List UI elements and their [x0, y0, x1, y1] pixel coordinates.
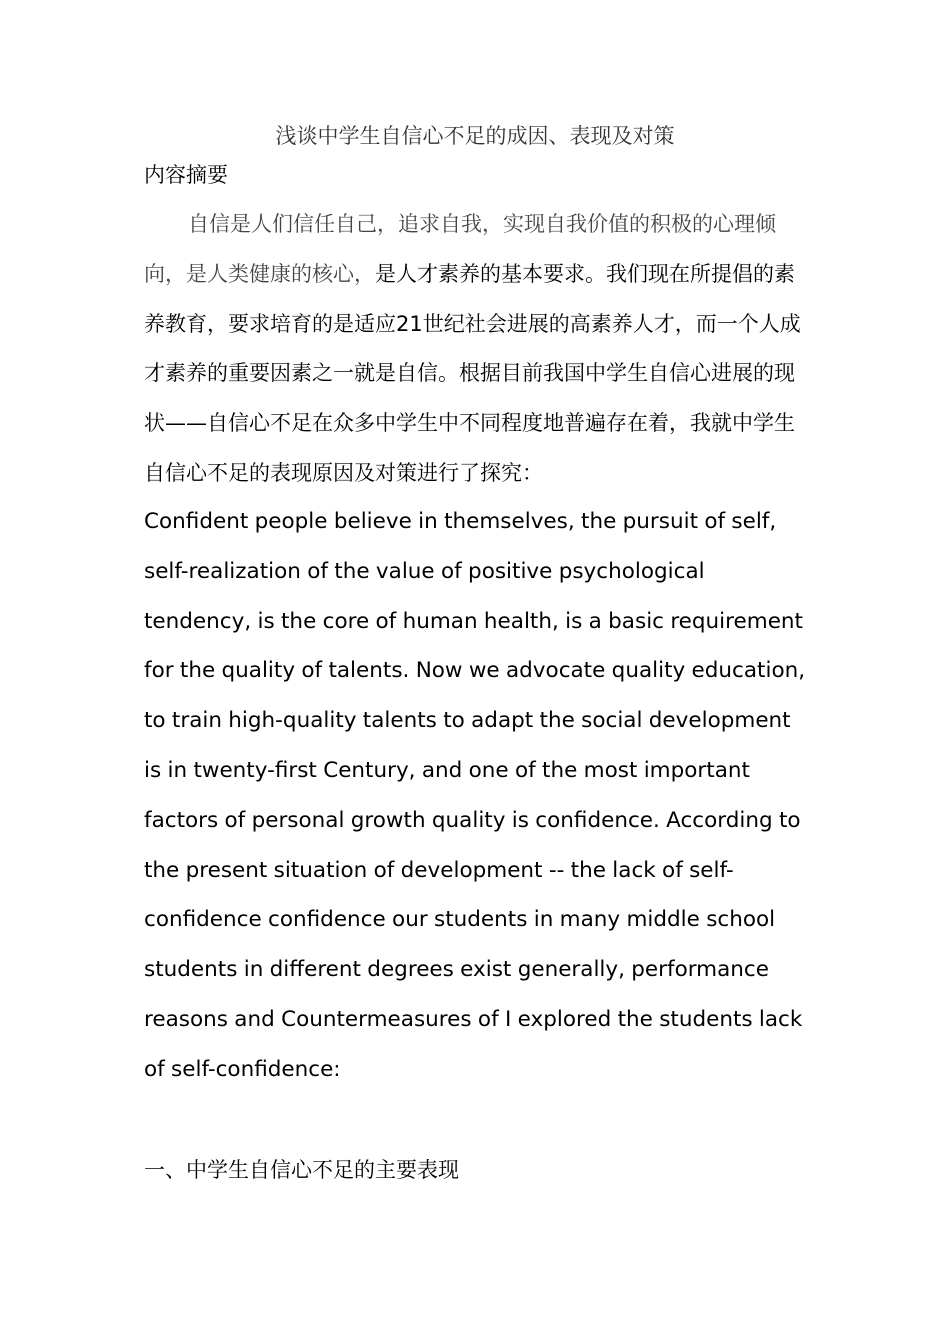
- abstract-chinese-part2: 是人才素养的基本要求。我们现在所提倡的素养教育，要求培育的是适应21世纪社会进展的高素养人才，而一个人成才素养的重要因素之一就是自信。根据目前我国中学生自信心进展的现状——自信心不足在众多中学生中不同程度地普遍存在着，我就中学生自信心不足的表现原因及对策进行了探究：: [144, 261, 801, 485]
- section-1-heading: 一、中学生自信心不足的主要表现: [144, 1158, 459, 1182]
- abstract-english-paragraph: Confident people believe in themselves, the pursuit of self, self-realization of the value of positive psychological tendency, is the core of human health, is a basic requirement for the quality of talents. Now we advocate quality education, to train high-quality talents to adapt the social development is in twenty-first Century, and one of the most important factors of personal growth quality is confidence. According to the present situation of development -- the lack of self-confidence confidence our students in many middle school students in different degrees exist generally, performance reasons and Countermeasures of I explored the students lack of self-confidence:: [144, 509, 806, 1082]
- abstract-chinese-paragraph: [144, 200, 808, 499]
- abstract-chinese-part1: 自信是人们信任自己，追求自我，实现自我价值的积极的心理倾向，是人类健康的核心，: [144, 212, 776, 286]
- abstract-heading: 内容摘要: [144, 163, 228, 187]
- document-title: 浅谈中学生自信心不足的成因、表现及对策: [275, 124, 675, 148]
